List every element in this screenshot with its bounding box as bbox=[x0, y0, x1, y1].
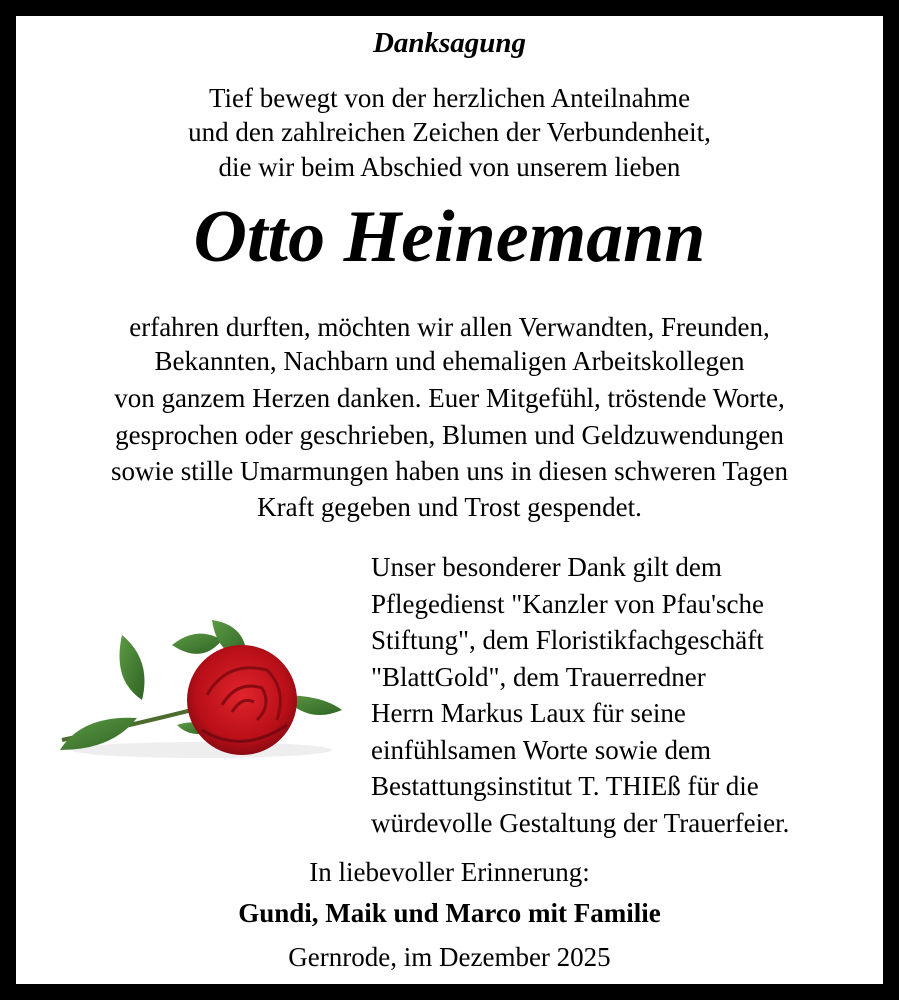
special-thanks-line: Unser besonderer Dank gilt dem bbox=[371, 552, 722, 582]
rose-image bbox=[42, 600, 342, 760]
intro-line: Tief bewegt von der herzlichen Anteilnahme bbox=[208, 83, 691, 113]
body-line: von ganzem Herzen danken. Euer Mitgefühl, tröstende Worte, bbox=[114, 383, 785, 413]
special-thanks-line: einfühlsamen Worte sowie dem bbox=[371, 734, 711, 765]
body-line: erfahren durften, möchten wir allen Verwandten, Freunden, bbox=[129, 312, 770, 342]
deceased-name: Otto Heinemann bbox=[193, 196, 706, 278]
obituary-notice bbox=[16, 16, 883, 984]
body-line: gesprochen oder geschrieben, Blumen und Geldzuwendungen bbox=[115, 420, 784, 450]
signatories: Gundi, Maik und Marco mit Familie bbox=[238, 898, 661, 928]
body-line: Bekannten, Nachbarn und ehemaligen Arbeitskollegen bbox=[154, 346, 745, 376]
body-line: sowie stille Umarmungen haben uns in diesen schweren Tagen bbox=[111, 456, 788, 486]
special-thanks-line: Stiftung", dem Floristikfachgeschäft bbox=[371, 625, 764, 655]
special-thanks-line: würdevolle Gestaltung der Trauerfeier. bbox=[371, 807, 790, 838]
intro-line: die wir beim Abschied von unserem lieben bbox=[218, 152, 681, 182]
place-date: Gernrode, im Dezember 2025 bbox=[288, 942, 611, 972]
special-thanks-line: Bestattungsinstitut T. THIEß für die bbox=[371, 771, 759, 801]
special-thanks bbox=[371, 549, 881, 841]
special-thanks-line: Herrn Markus Laux für seine bbox=[371, 698, 686, 728]
body-line: Kraft gegeben und Trost gespendet. bbox=[257, 492, 642, 522]
special-thanks-line: "BlattGold", dem Trauerredner bbox=[371, 661, 706, 692]
closing-line: In liebevoller Erinnerung: bbox=[309, 857, 590, 887]
heading: Danksagung bbox=[372, 27, 527, 59]
intro-line: und den zahlreichen Zeichen der Verbundenheit, bbox=[188, 117, 711, 147]
special-thanks-line: Pflegedienst "Kanzler von Pfau'sche bbox=[371, 588, 765, 619]
